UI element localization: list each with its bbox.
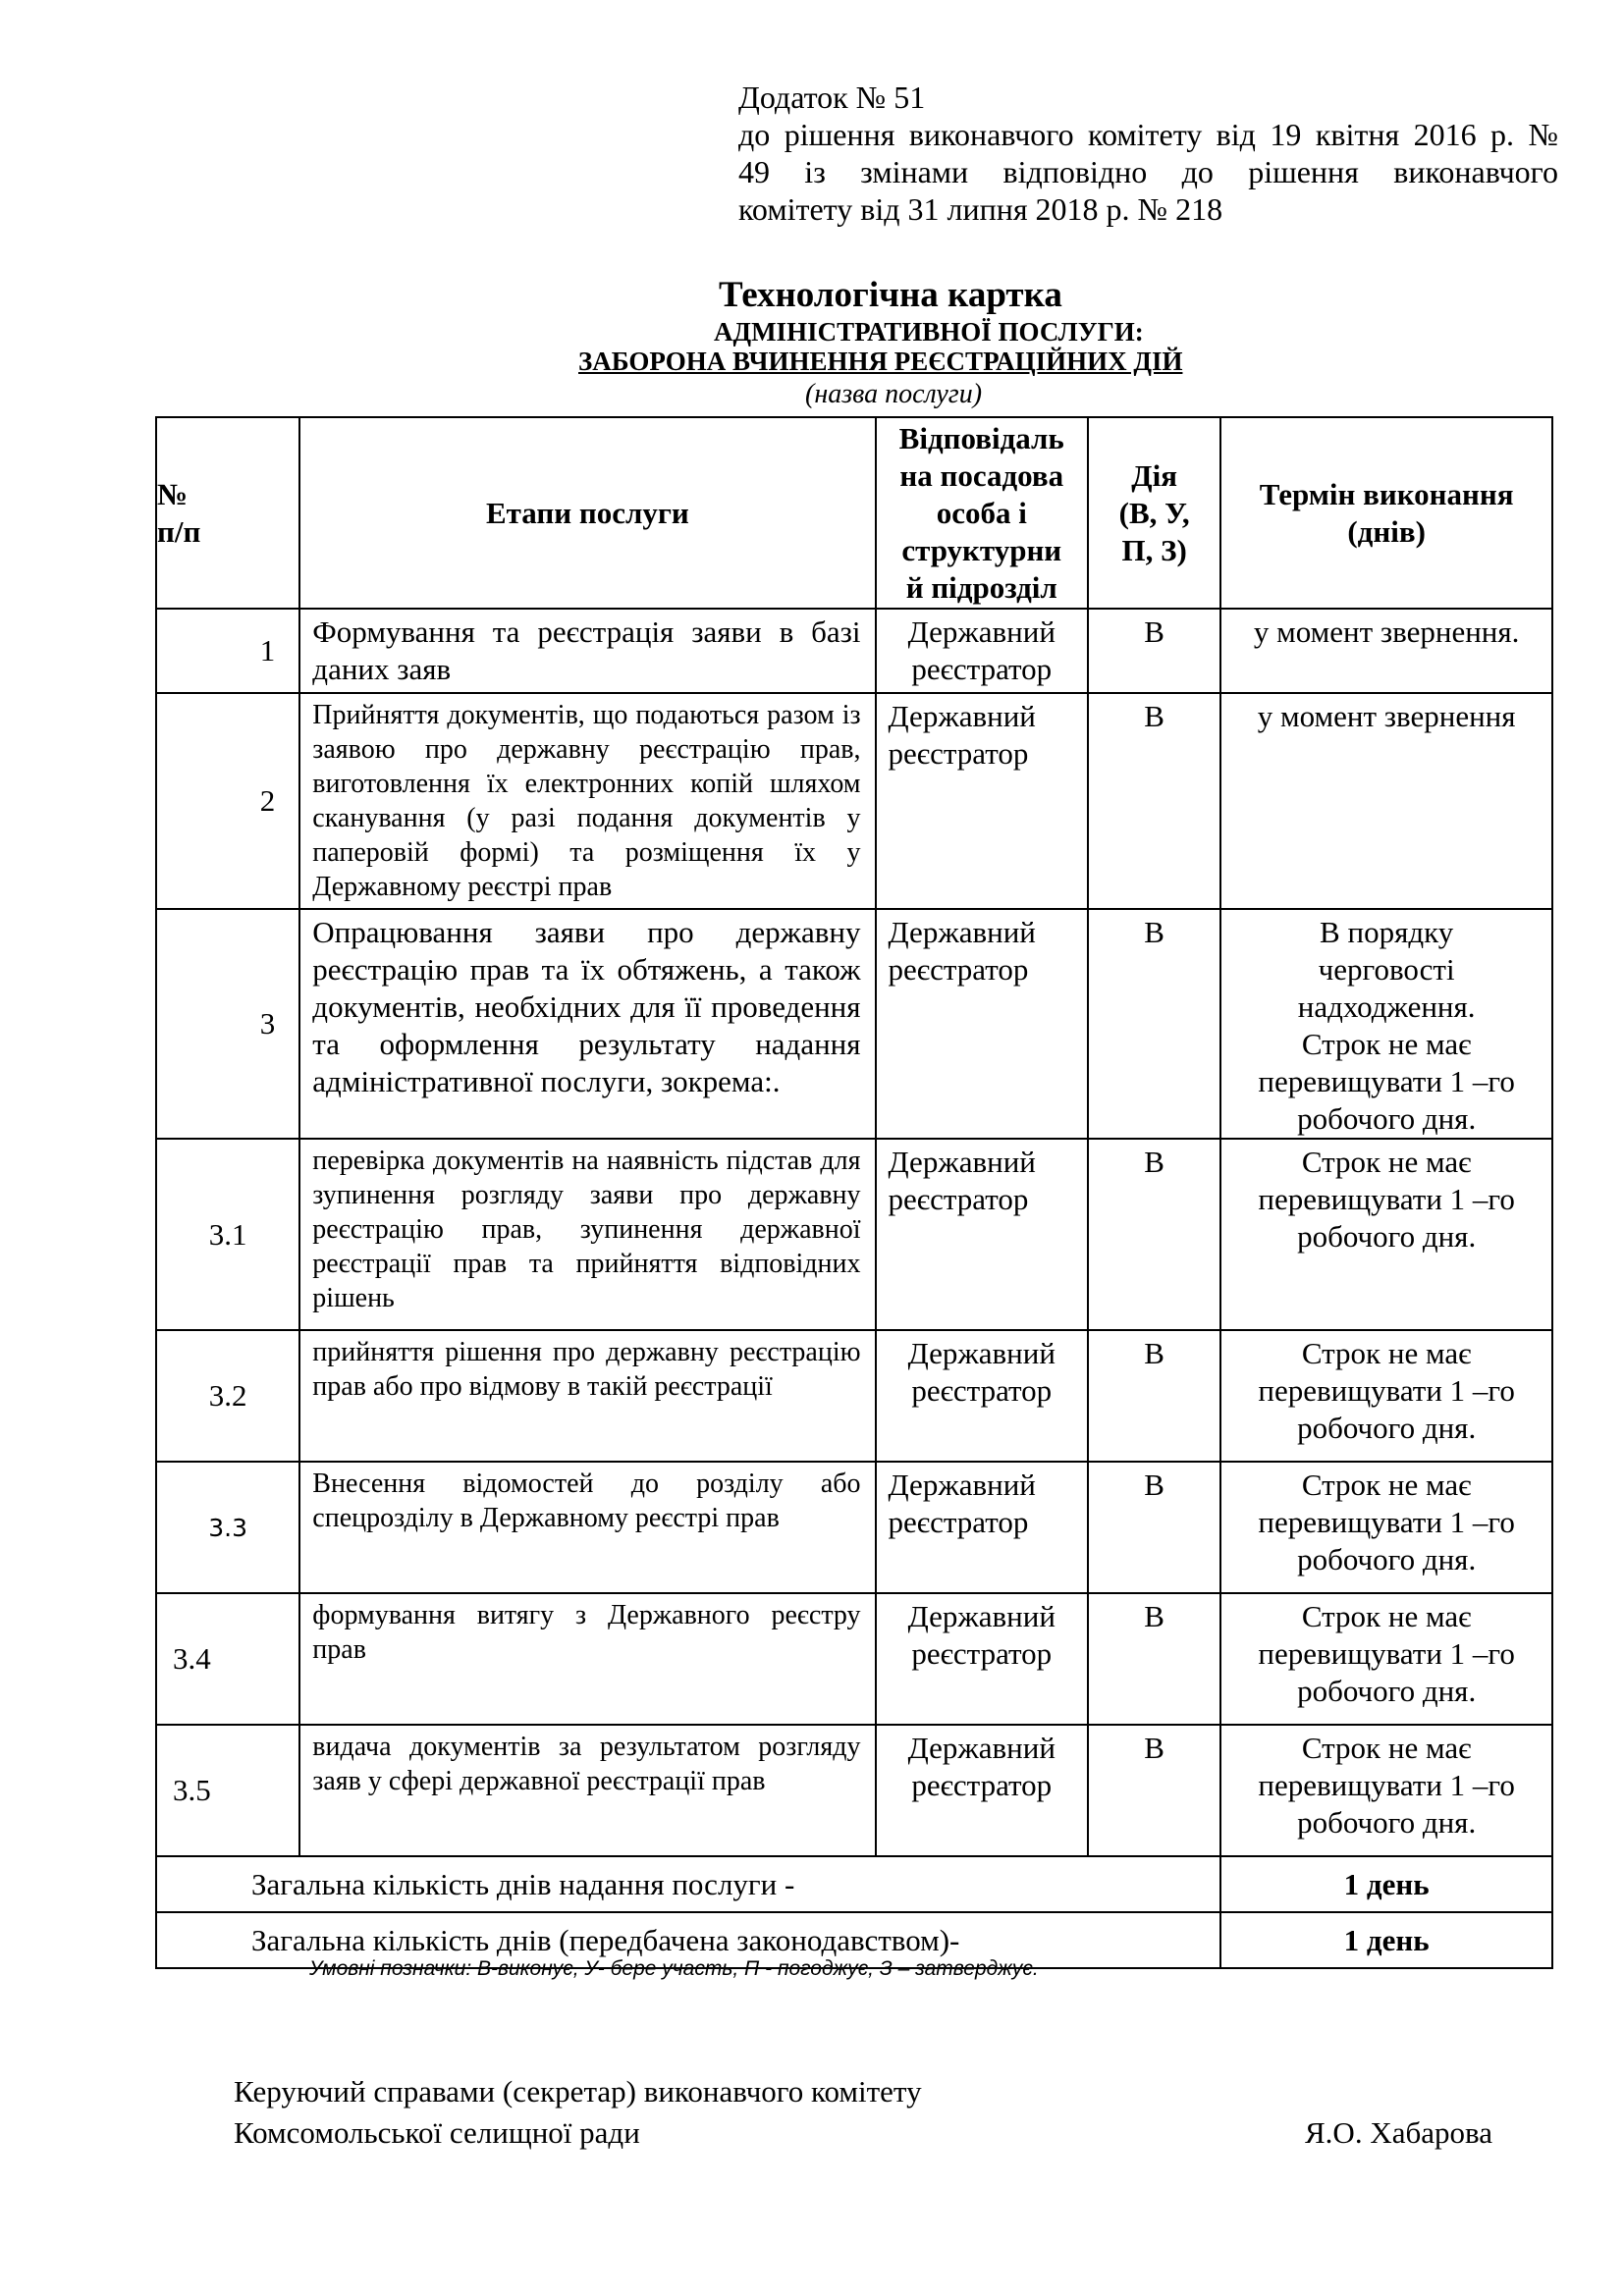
header-stage (299, 417, 875, 609)
term-line: робочого дня. (1297, 1411, 1477, 1445)
row-stage: перевірка документів на наявність підстав для зупинення розгляду заяви про державну реєстрацію прав, зупинення державної реєстрації прав та прийняття відповідних рішень (299, 1139, 875, 1330)
appendix-line: Додаток № 51 (738, 80, 926, 115)
term-line: перевищувати 1 –го (1258, 1768, 1515, 1802)
row-num: 3.4 (156, 1593, 299, 1725)
term-line: перевищувати 1 –го (1258, 1373, 1515, 1408)
table-row (156, 1462, 1552, 1593)
row-responsible (876, 909, 1088, 1139)
row-stage: видача документів за результатом розгляду заяв у сфері державної реєстрації прав (299, 1725, 875, 1856)
legend-note: Умовні позначки: В-виконує, У- бере участь, П - погоджує, З – затверджує. (309, 1957, 1039, 1980)
term-line: Строк не має (1301, 1599, 1472, 1633)
resp-line: реєстратор (888, 1505, 1029, 1539)
row-term (1220, 909, 1552, 1139)
header-stage-label: Етапи послуги (486, 495, 689, 530)
appendix-line: комітету від 31 липня 2018 р. № 218 (738, 191, 1223, 227)
term-line: Строк не має (1301, 1468, 1472, 1502)
header-resp-line: Відповідаль (898, 420, 1064, 455)
service-caption: (назва послуги) (805, 379, 983, 409)
row-term: у момент звернення. (1220, 609, 1552, 693)
signatory-role-line: Комсомольської селищної ради (234, 2115, 640, 2150)
service-kind: АДМІНІСТРАТИВНОЇ ПОСЛУГИ: (714, 317, 1144, 347)
term-line: Строк не має (1301, 1145, 1472, 1179)
term-line: Строк не має (1301, 1027, 1472, 1061)
row-action: В (1088, 609, 1220, 693)
total-label: Загальна кількість днів надання послуги - (156, 1856, 1220, 1912)
header-num (156, 417, 299, 609)
resp-line: реєстратор (888, 1182, 1029, 1216)
resp-line: Державний (907, 1599, 1056, 1633)
service-name: ЗАБОРОНА ВЧИНЕННЯ РЕЄСТРАЦІЙНИХ ДІЙ (578, 347, 1183, 376)
term-line: робочого дня. (1297, 1805, 1477, 1840)
table-row (156, 1725, 1552, 1856)
term-line: робочого дня. (1297, 1101, 1477, 1136)
signatory-name: Я.О. Хабарова (1305, 2115, 1492, 2150)
row-responsible (876, 693, 1088, 909)
row-action: В (1088, 1593, 1220, 1725)
header-num-line: № (157, 476, 189, 511)
table-row (156, 1593, 1552, 1725)
row-term: у момент звернення (1220, 693, 1552, 909)
term-line: перевищувати 1 –го (1258, 1182, 1515, 1216)
resp-line: Державний (888, 699, 1036, 733)
row-num: 3.5 (156, 1725, 299, 1856)
row-stage: Опрацювання заяви про державну реєстрацію прав та їх обтяжень, а також документів, необхідних для її проведення та оформлення результату надання адміністративної послуги, зокрема:. (299, 909, 875, 1139)
term-line: Строк не має (1301, 1336, 1472, 1370)
table-row (156, 1139, 1552, 1330)
term-line: надходження. (1297, 989, 1476, 1024)
header-resp-line: структурни (901, 532, 1062, 567)
signatory-role (234, 2071, 922, 2154)
signatory-role-line: Керуючий справами (секретар) виконавчого комітету (234, 2074, 922, 2109)
row-responsible (876, 1330, 1088, 1462)
row-term (1220, 1330, 1552, 1462)
table-header-row (156, 417, 1552, 609)
term-line: робочого дня. (1297, 1674, 1477, 1708)
header-act-line: П, З) (1121, 532, 1187, 567)
resp-line: реєстратор (911, 1636, 1053, 1671)
row-responsible (876, 609, 1088, 693)
resp-line: реєстратор (911, 1373, 1053, 1408)
header-term-line: Термін виконання (1259, 476, 1514, 511)
row-action: В (1088, 693, 1220, 909)
total-row (156, 1856, 1552, 1912)
term-line: Строк не має (1301, 1731, 1472, 1765)
technology-card-table (155, 416, 1553, 1969)
total-label: Загальна кількість днів (передбачена законодавством)- (156, 1912, 1220, 1968)
header-resp-line: особа і (936, 495, 1027, 530)
row-stage: Внесення відомостей до розділу або спецрозділу в Державному реєстрі прав (299, 1462, 875, 1593)
table-row (156, 1330, 1552, 1462)
resp-line: Державний (888, 915, 1036, 949)
row-term (1220, 1139, 1552, 1330)
header-act-line: Дія (1131, 457, 1177, 493)
row-num: 3.2 (156, 1330, 299, 1462)
table-row (156, 909, 1552, 1139)
row-action: В (1088, 1139, 1220, 1330)
term-line: черговості (1318, 952, 1455, 987)
row-stage: прийняття рішення про державну реєстрацію прав або про відмову в такій реєстрації (299, 1330, 875, 1462)
resp-line: Державний (907, 1731, 1056, 1765)
resp-line: реєстратор (911, 1768, 1053, 1802)
term-line: В порядку (1320, 915, 1454, 949)
resp-line: реєстратор (911, 652, 1053, 686)
header-responsible (876, 417, 1088, 609)
resp-line: реєстратор (888, 736, 1029, 771)
total-value: 1 день (1220, 1856, 1552, 1912)
row-responsible (876, 1593, 1088, 1725)
row-action: В (1088, 1725, 1220, 1856)
term-line: робочого дня. (1297, 1542, 1477, 1576)
row-term (1220, 1725, 1552, 1856)
term-line: перевищувати 1 –го (1258, 1064, 1515, 1098)
row-term (1220, 1593, 1552, 1725)
row-term (1220, 1462, 1552, 1593)
row-stage: Формування та реєстрація заяви в базі даних заяв (299, 609, 875, 693)
appendix-note (738, 79, 1558, 228)
row-responsible (876, 1462, 1088, 1593)
row-num: 2 (156, 693, 299, 909)
header-num-line: п/п (157, 513, 201, 549)
appendix-line: до рішення виконавчого комітету від 19 квітня 2016 р. № (738, 117, 1558, 152)
resp-line: реєстратор (888, 952, 1029, 987)
table-row (156, 609, 1552, 693)
term-line: робочого дня. (1297, 1219, 1477, 1254)
header-resp-line: на посадова (899, 457, 1064, 493)
resp-line: Державний (888, 1468, 1036, 1502)
resp-line: Державний (888, 1145, 1036, 1179)
total-value: 1 день (1220, 1912, 1552, 1968)
header-act-line: (В, У, (1118, 495, 1190, 530)
term-line: перевищувати 1 –го (1258, 1505, 1515, 1539)
header-resp-line: й підрозділ (905, 569, 1057, 605)
resp-line: Державний (907, 1336, 1056, 1370)
row-num: 3.1 (156, 1139, 299, 1330)
term-line: перевищувати 1 –го (1258, 1636, 1515, 1671)
header-term (1220, 417, 1552, 609)
table-row (156, 693, 1552, 909)
header-term-line: (днів) (1347, 513, 1426, 549)
row-stage: Прийняття документів, що подаються разом із заявою про державну реєстрацію прав, виготовлення їх електронних копій шляхом сканування (у разі подання документів у паперовій формі) та розміщення їх у Державному реєстрі прав (299, 693, 875, 909)
row-action: В (1088, 1330, 1220, 1462)
row-action: В (1088, 909, 1220, 1139)
row-responsible (876, 1139, 1088, 1330)
row-num: 1 (156, 609, 299, 693)
row-num: 3 (156, 909, 299, 1139)
row-num: 3.3 (156, 1462, 299, 1593)
row-action: В (1088, 1462, 1220, 1593)
header-action (1088, 417, 1220, 609)
appendix-line: 49 із змінами відповідно до рішення виконавчого (738, 154, 1558, 189)
row-responsible (876, 1725, 1088, 1856)
row-stage: формування витягу з Державного реєстру прав (299, 1593, 875, 1725)
document-title: Технологічна картка (719, 275, 1062, 315)
resp-line: Державний (907, 614, 1056, 649)
